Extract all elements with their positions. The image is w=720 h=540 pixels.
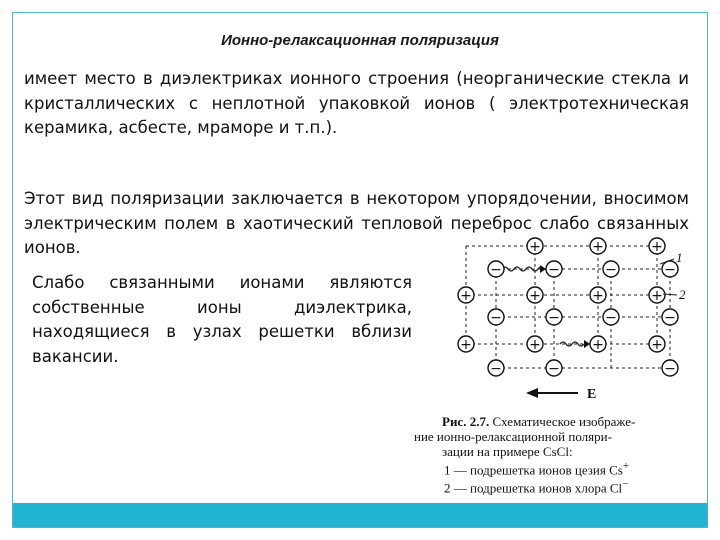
anion-site-1-1 [546, 309, 562, 326]
anion-site-2-0 [488, 360, 504, 377]
svg-text:−: − [548, 262, 560, 278]
slide-title: Ионно-релаксационная поляризация [221, 32, 499, 49]
svg-text:+: + [460, 337, 472, 353]
cation-site-1-3 [649, 287, 665, 304]
svg-text:+: + [592, 337, 604, 353]
cation-site-0-1 [527, 238, 543, 255]
footer-bar [13, 503, 707, 527]
svg-text:+: + [529, 288, 541, 304]
svg-text:−: − [490, 310, 502, 326]
ion-sites [458, 238, 678, 377]
legend-chlorine-sup: − [622, 478, 629, 491]
figure-caption [414, 414, 704, 496]
cscl-lattice-figure [450, 228, 700, 406]
cation-site-2-2 [590, 336, 606, 353]
svg-text:+: + [651, 288, 663, 304]
svg-text:+: + [592, 239, 604, 255]
svg-text:−: − [548, 361, 560, 377]
caption-line-2: ние ионно-релаксационной поляри- [414, 429, 612, 444]
hop-arrows [502, 265, 590, 348]
legend-cesium-sup: + [622, 460, 629, 472]
paragraph-definition: имеет место в диэлектриках ионного строения (неорганические стекла и кристаллических с неплотной упаковкой ионов ( электротехническая керамика, асбесте, мраморе и т.п.). [24, 69, 689, 137]
label-sublattice-2: 2 [679, 287, 686, 302]
cation-site-0-2 [590, 238, 606, 255]
anion-site-1-3 [662, 309, 678, 326]
svg-text:+: + [529, 337, 541, 353]
anion-site-2-3 [662, 360, 678, 377]
caption-line-1: Схематическое изображе- [492, 414, 636, 429]
cation-site-0-3 [649, 238, 665, 255]
anion-site-0-2 [603, 261, 619, 278]
legend-cesium: 1 — подрешетка ионов цезия Cs [444, 462, 623, 478]
svg-text:+: + [529, 239, 541, 255]
svg-text:−: − [664, 310, 676, 326]
svg-text:−: − [548, 310, 560, 326]
svg-text:−: − [490, 262, 502, 278]
cation-site-1-1 [527, 287, 543, 304]
anion-site-1-2 [603, 309, 619, 326]
hop-arrow-bottom-head [584, 340, 590, 348]
svg-text:−: − [605, 262, 617, 278]
svg-text:−: − [664, 361, 676, 377]
svg-text:+: + [592, 288, 604, 304]
anion-site-0-0 [488, 261, 504, 278]
cation-site-2-1 [527, 336, 543, 353]
paragraph-weak-ions: Слабо связанными ионами являются собственные ионы диэлектрика, находящиеся в узлах решетки вблизи вакансии. [32, 273, 412, 366]
field-label-E: E [587, 387, 597, 402]
caption-prefix: Рис. 2.7. [442, 414, 490, 429]
svg-text:+: + [460, 288, 472, 304]
svg-text:−: − [490, 361, 502, 377]
anion-site-2-1 [546, 360, 562, 377]
svg-text:−: − [664, 262, 676, 278]
anion-site-0-1 [546, 261, 562, 278]
field-arrow [526, 388, 578, 398]
paragraph-mechanism: Этот вид поляризации заключается в некотором упорядочении, вносимом электрическим полем в хаотический тепловой переброс слабо связанных ионов. [24, 189, 689, 257]
svg-text:+: + [651, 337, 663, 353]
legend-chlorine: 2 — подрешетка ионов хлора Cl [444, 480, 623, 496]
svg-text:−: − [605, 310, 617, 326]
svg-text:+: + [651, 239, 663, 255]
label-sublattice-1: 1 [676, 250, 683, 265]
cation-site-1-0 [458, 287, 474, 304]
cation-site-2-0 [458, 336, 474, 353]
cation-site-2-3 [649, 336, 665, 353]
cation-site-1-2 [590, 287, 606, 304]
anion-site-1-0 [488, 309, 504, 326]
hop-arrow-top-head [540, 265, 546, 273]
caption-line-3: зации на примере CsCl: [442, 444, 573, 459]
